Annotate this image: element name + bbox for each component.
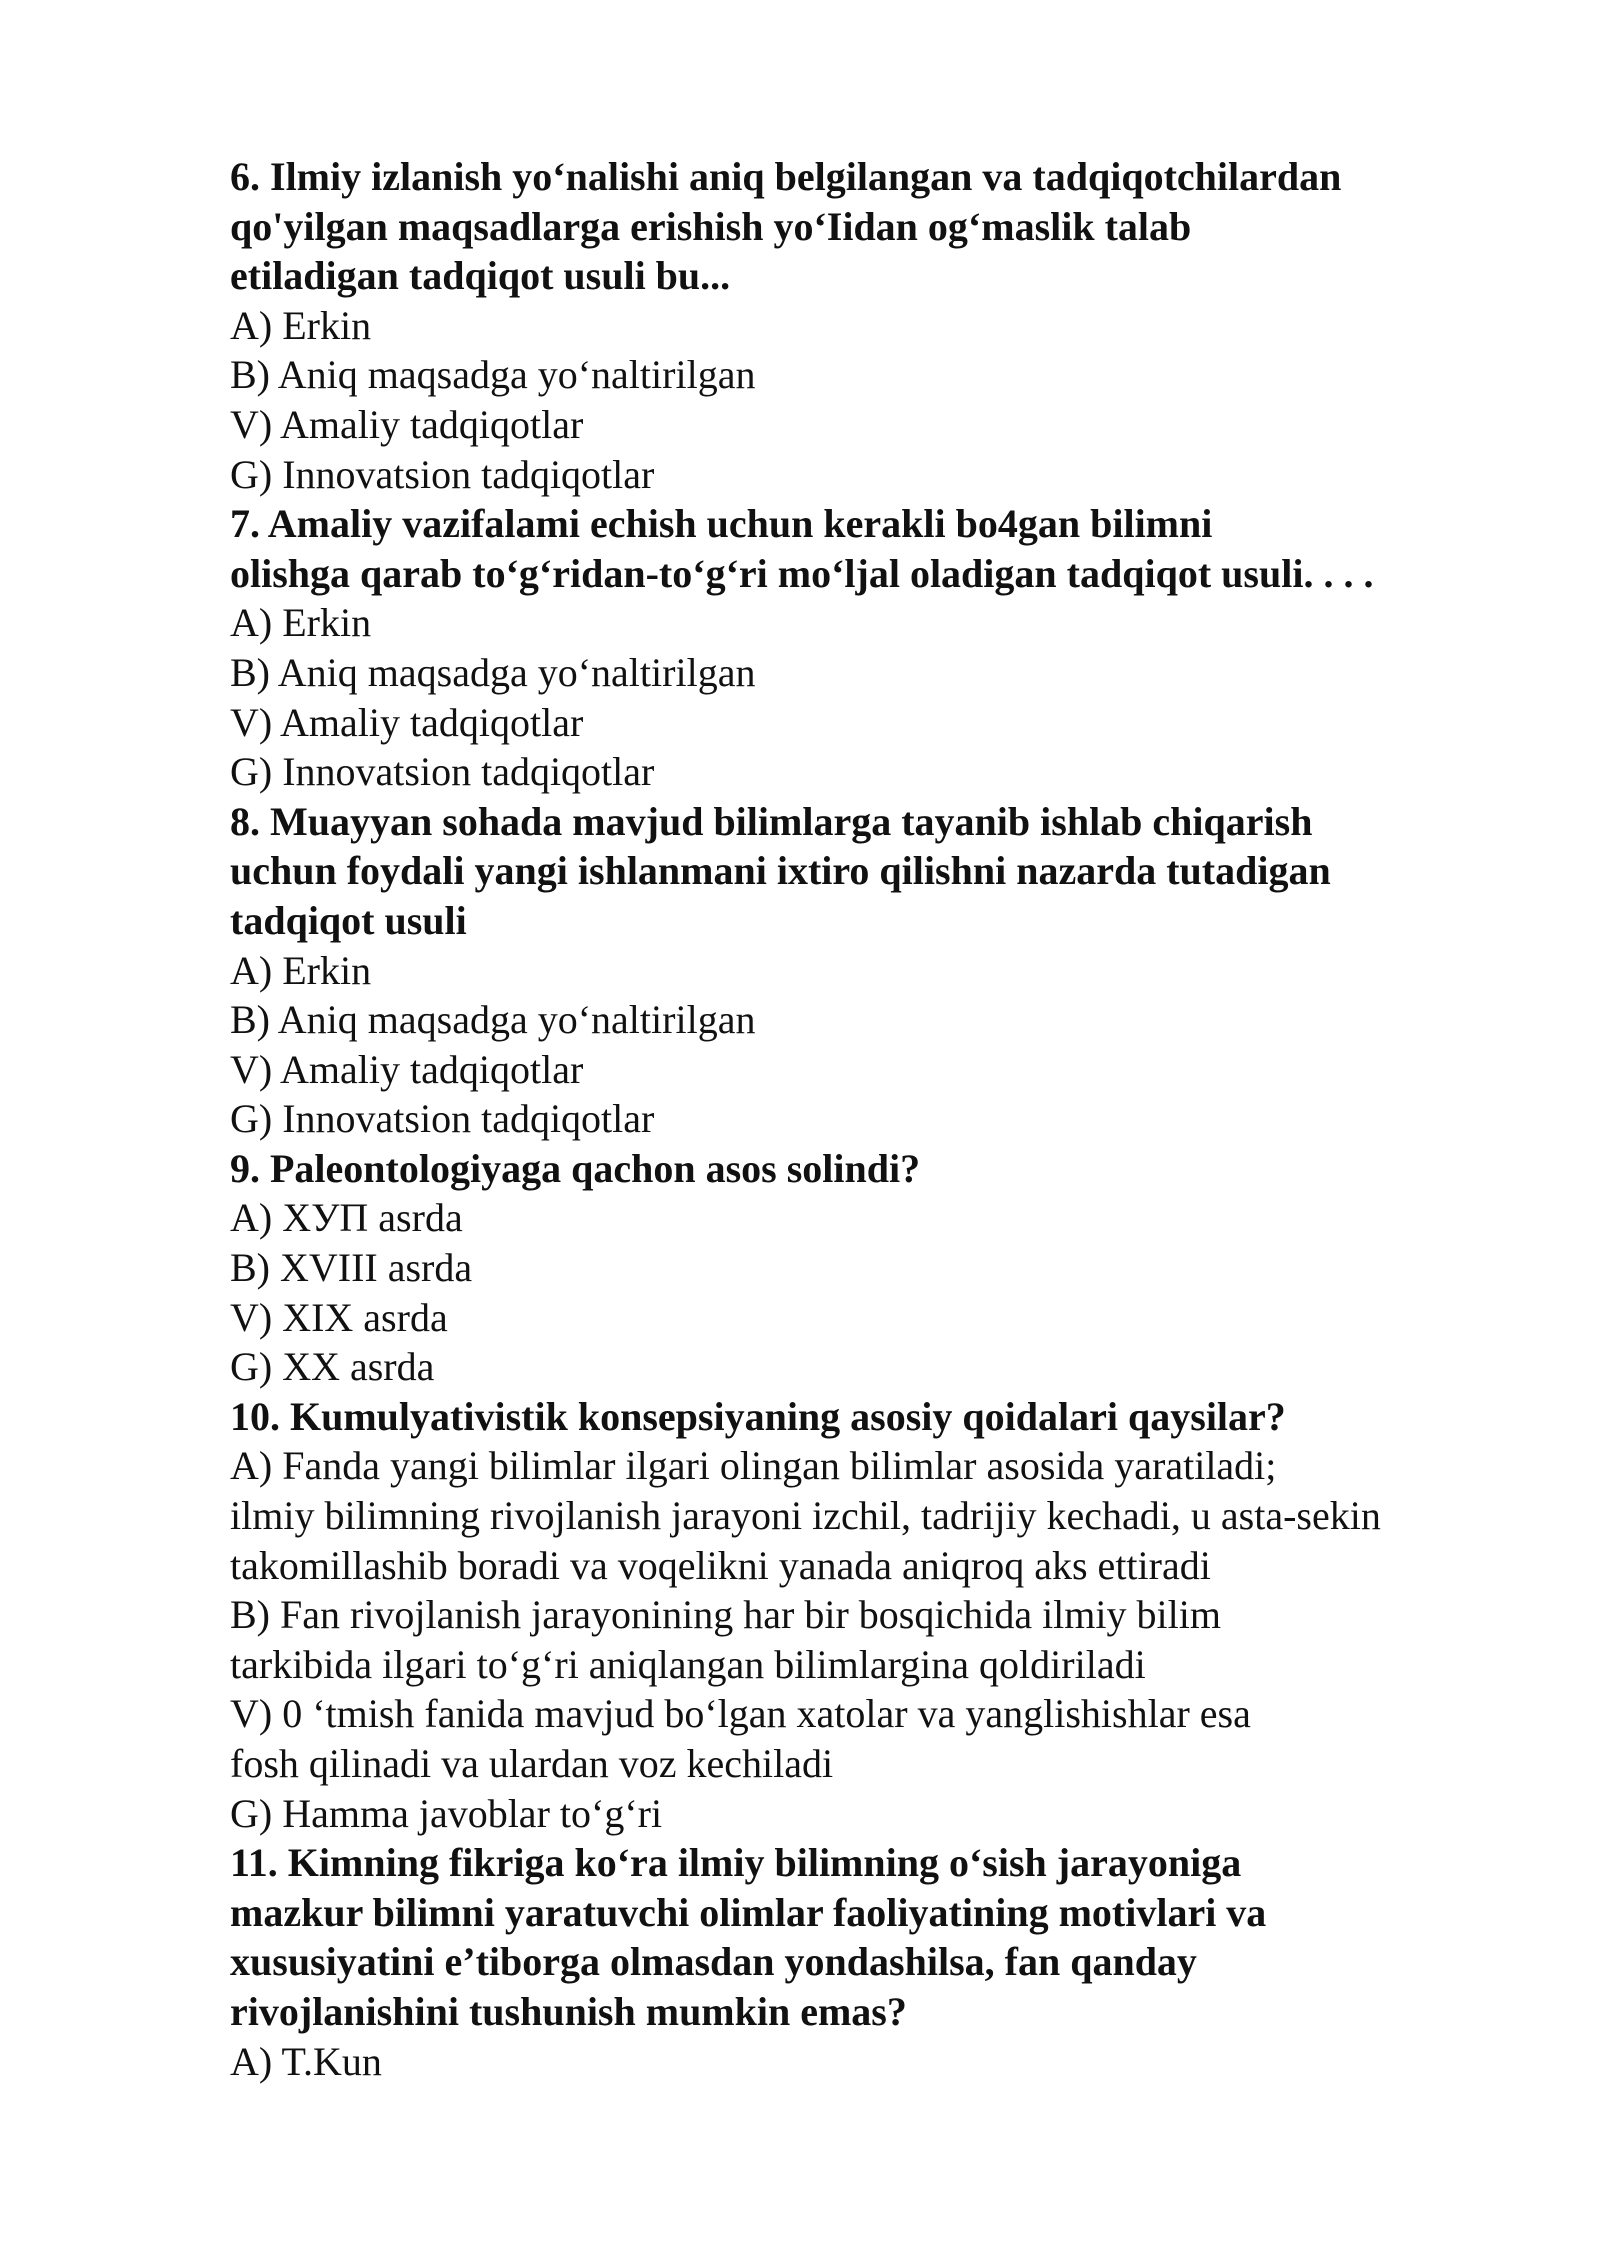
answer-option: V) Amaliy tadqiqotlar [230, 699, 584, 745]
question-text: 8. Muayyan sohada mavjud bilimlarga tayanib ishlab chiqarish uchun foydali yangi ishlanmani ixtiro qilishni nazarda tutadigan tadqiqot usuli [230, 798, 1331, 943]
answer-option: V) XIX asrda [230, 1294, 448, 1340]
question-text: 10. Kumulyativistik konsepsiyaning asosiy qoidalari qaysilar? [230, 1393, 1286, 1439]
answer-option: A) Erkin [230, 302, 372, 348]
answer-option: A) Erkin [230, 600, 372, 646]
answer-option: A) Erkin [230, 947, 372, 993]
answer-option: G) XX asrda [230, 1344, 435, 1390]
answer-option: B) Aniq maqsadga yo‘naltirilgan [230, 649, 756, 695]
answer-option: B) Aniq maqsadga yo‘naltirilgan [230, 997, 756, 1043]
question-9 [230, 1144, 1530, 1392]
answer-option: B) Fan rivojlanish jarayonining har bir bosqichida ilmiy bilim tarkibida ilgari to‘g‘ri aniqlangan bilimlargina qoldiriladi [230, 1592, 1221, 1687]
answer-option: B) Aniq maqsadga yo‘naltirilgan [230, 352, 756, 398]
question-text: 11. Kimning fikriga ko‘ra ilmiy bilimning o‘sish jarayoniga mazkur bilimni yaratuvchi olimlar faoliyatining motivlari va xususiyatini e’tiborga olmasdan yondashilsa, fan qanday rivojlanishini tushunish mumkin emas? [230, 1840, 1267, 2034]
question-10 [230, 1392, 1530, 1838]
answer-option: G) Hamma javoblar to‘g‘ri [230, 1790, 663, 1836]
document-page [230, 152, 1530, 2086]
answer-option: A) Fanda yangi bilimlar ilgari olingan bilimlar asosida yaratiladi; ilmiy bilimning rivojlanish jarayoni izchil, tadrijiy kechadi, u asta-sekin takomillashib boradi va voqelikni yanada aniqroq aks ettiradi [230, 1443, 1381, 1588]
answer-option: G) Innovatsion tadqiqotlar [230, 451, 655, 497]
answer-option: A) ХУП asrda [230, 1195, 463, 1241]
answer-option: A) T.Kun [230, 2038, 382, 2084]
question-7 [230, 499, 1530, 797]
answer-option: V) 0 ‘tmish fanida mavjud bo‘lgan xatolar va yanglishishlar esa fosh qilinadi va ulardan voz kechiladi [230, 1691, 1251, 1786]
answer-option: G) Innovatsion tadqiqotlar [230, 749, 655, 795]
question-6 [230, 152, 1530, 499]
question-8 [230, 797, 1530, 1144]
question-11 [230, 1838, 1530, 2086]
answer-option: V) Amaliy tadqiqotlar [230, 1046, 584, 1092]
answer-option: V) Amaliy tadqiqotlar [230, 401, 584, 447]
answer-option: G) Innovatsion tadqiqotlar [230, 1096, 655, 1142]
question-text: 7. Amaliy vazifalami echish uchun kerakli bo4gan bilimni olishga qarab to‘g‘ridan-to‘g‘ri mo‘ljal oladigan tadqiqot usuli. . . . [230, 501, 1374, 596]
question-text: 6. Ilmiy izlanish yo‘nalishi aniq belgilangan va tadqiqotchilardan qo'yilgan maqsadlarga erishish yo‘Iidan og‘maslik talab etiladigan tadqiqot usuli bu... [230, 154, 1342, 299]
question-text: 9. Paleontologiyaga qachon asos solindi? [230, 1145, 921, 1191]
answer-option: B) XVIII asrda [230, 1245, 473, 1291]
